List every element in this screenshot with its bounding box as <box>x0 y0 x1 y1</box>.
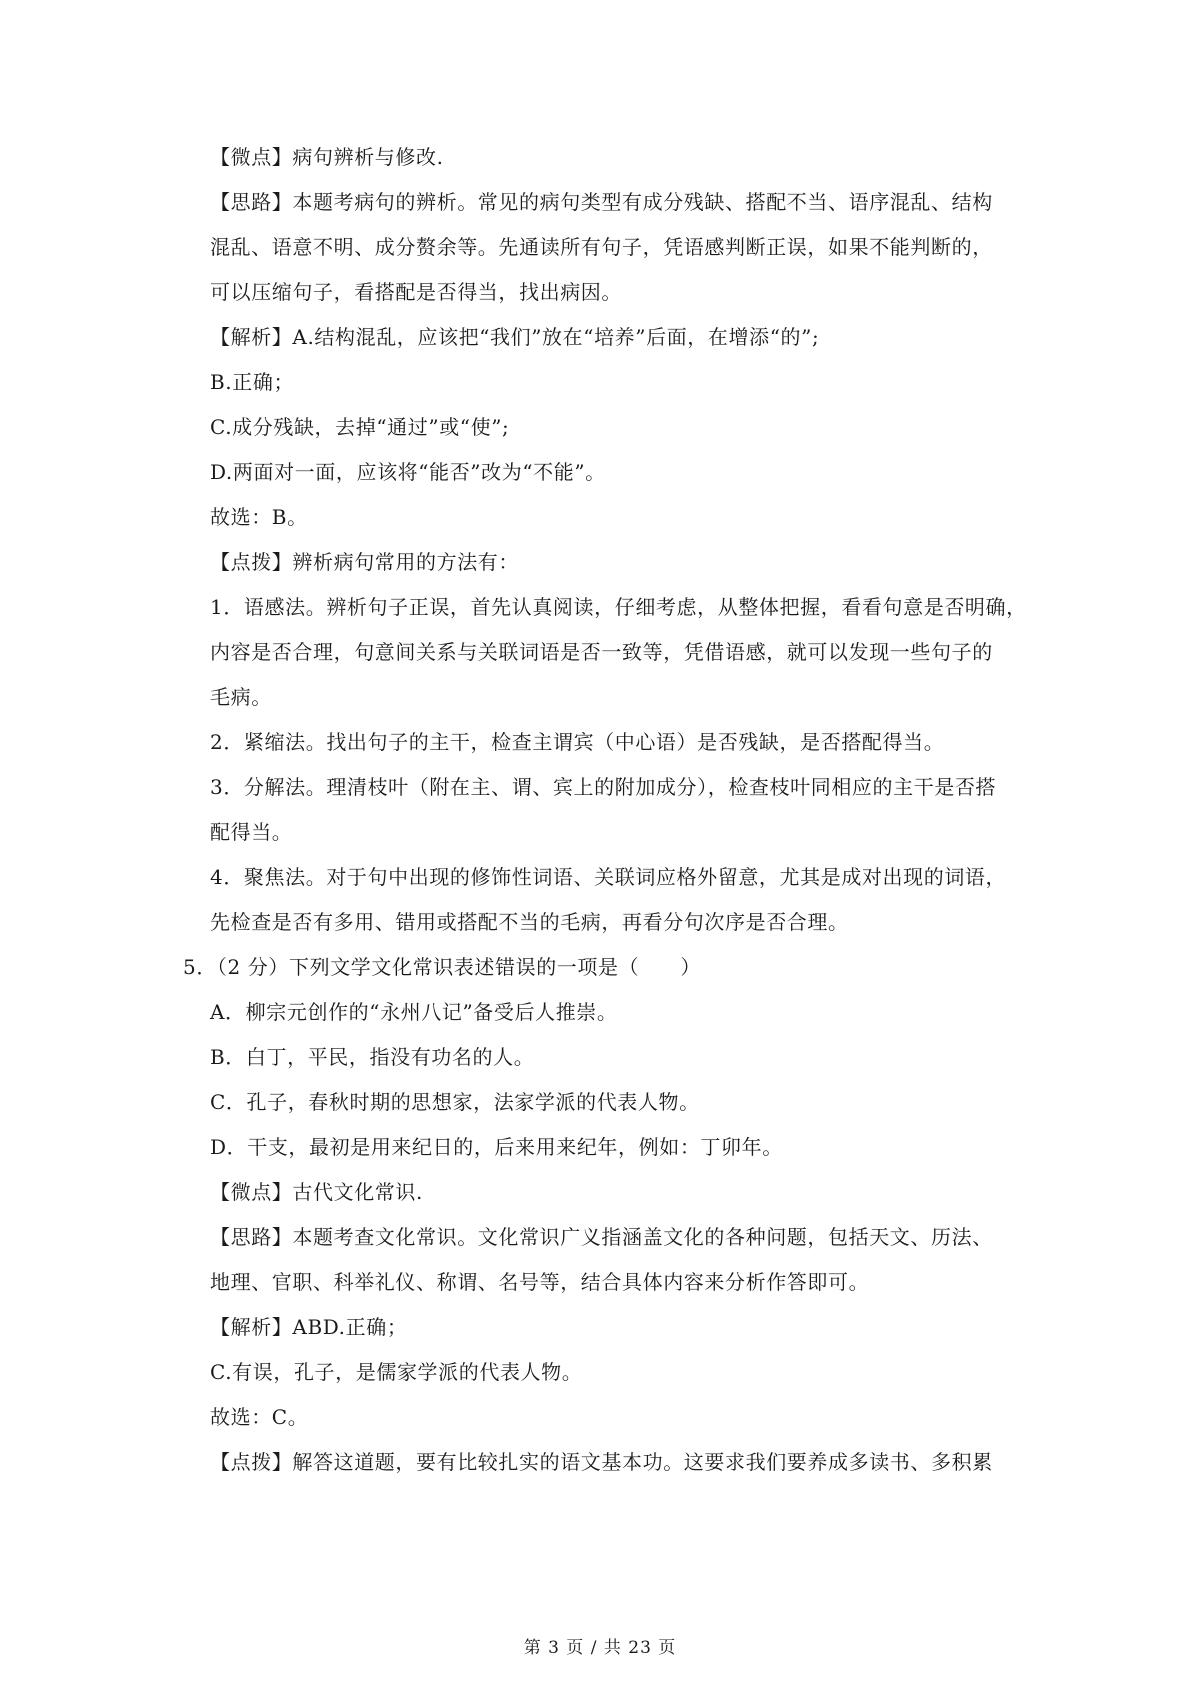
text-line: D.两面对一面，应该将“能否”改为“不能”。 <box>210 460 606 484</box>
text-line: 4．聚焦法。对于句中出现的修饰性词语、关联词应格外留意，尤其是成对出现的词语， <box>210 865 1007 889</box>
text-line: 【点拨】辨析病句常用的方法有： <box>210 550 519 574</box>
option-d: D．干支，最初是用来纪日的，后来用来纪年，例如：丁卯年。 <box>210 1135 783 1159</box>
option-c: C．孔子，春秋时期的思想家，法家学派的代表人物。 <box>210 1090 700 1114</box>
text-line: 可以压缩句子，看搭配是否得当，找出病因。 <box>210 280 622 304</box>
text-line: 1．语感法。辨析句子正误，首先认真阅读，仔细考虑，从整体把握，看看句意是否明确， <box>210 595 1027 619</box>
text-line: 毛病。 <box>210 685 272 709</box>
text-line: 【解析】ABD.正确； <box>210 1315 408 1339</box>
text-line: 配得当。 <box>210 820 293 844</box>
option-b: B．白丁，平民，指没有功名的人。 <box>210 1045 535 1069</box>
text-line: C.有误，孔子，是儒家学派的代表人物。 <box>210 1360 583 1384</box>
text-line: 地理、官职、科举礼仪、称谓、名号等，结合具体内容来分析作答即可。 <box>210 1270 870 1294</box>
text-line: 2．紧缩法。找出句子的主干，检查主谓宾（中心语）是否残缺，是否搭配得当。 <box>210 730 945 754</box>
question-stem: 5．（2 分）下列文学文化常识表述错误的一项是（ ） <box>183 955 702 979</box>
text-line: 【思路】本题考病句的辨析。常见的病句类型有成分残缺、搭配不当、语序混乱、结构 <box>210 190 993 214</box>
text-line: 混乱、语意不明、成分赘余等。先通读所有句子，凭语感判断正误，如果不能判断的， <box>210 235 993 259</box>
text-line: 故选：C。 <box>210 1405 309 1429</box>
text-line: 【点拨】解答这道题，要有比较扎实的语文基本功。这要求我们要养成多读书、多积累 <box>210 1450 993 1474</box>
page-number-footer: 第 3 页 / 共 23 页 <box>523 1638 677 1658</box>
text-line: 故选：B。 <box>210 505 308 529</box>
text-line: 【微点】病句辨析与修改. <box>210 145 444 169</box>
option-a: A．柳宗元创作的“永州八记”备受后人推崇。 <box>210 1000 618 1024</box>
text-line: 先检查是否有多用、错用或搭配不当的毛病，再看分句次序是否合理。 <box>210 910 849 934</box>
text-line: C.成分残缺，去掉“通过”或“使”; <box>210 415 510 439</box>
text-line: 【微点】古代文化常识. <box>210 1180 423 1204</box>
text-line: 【解析】A.结构混乱，应该把“我们”放在“培养”后面，在增添“的”; <box>210 325 820 349</box>
text-line: 内容是否合理，句意间关系与关联词语是否一致等，凭借语感，就可以发现一些句子的 <box>210 640 993 664</box>
text-line: 【思路】本题考查文化常识。文化常识广义指涵盖文化的各种问题，包括天文、历法、 <box>210 1225 993 1249</box>
text-line: B.正确； <box>210 370 295 394</box>
text-line: 3．分解法。理清枝叶（附在主、谓、宾上的附加成分），检查枝叶同相应的主干是否搭 <box>210 775 997 799</box>
